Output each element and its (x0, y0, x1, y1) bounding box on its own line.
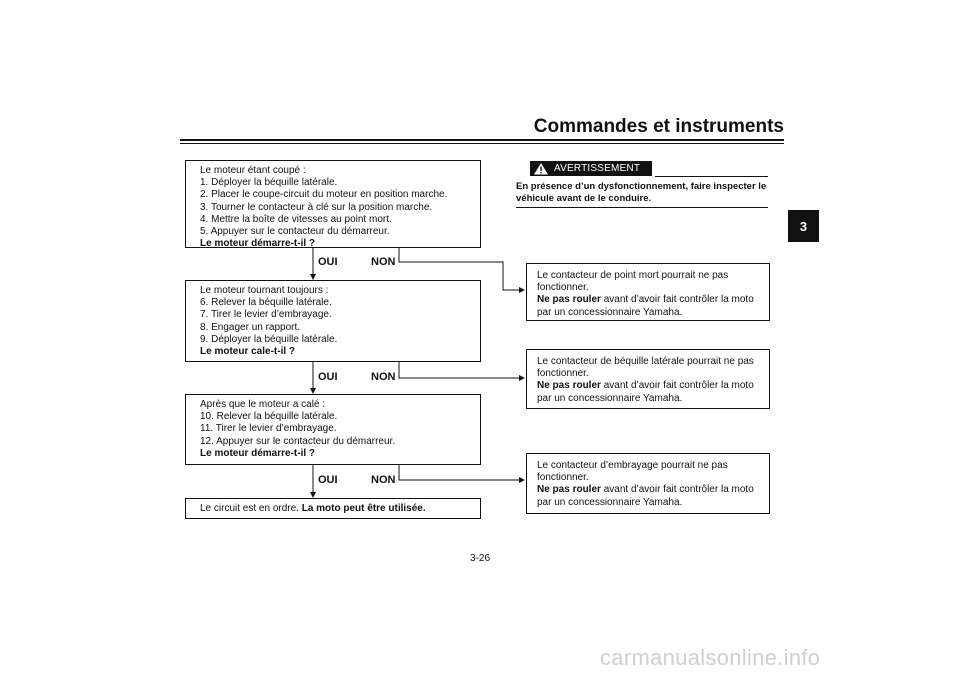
result-line: Le contacteur de béquille latérale pourrait ne pas fonctionner. (537, 356, 754, 380)
oui-label: OUI (318, 256, 338, 268)
result-rest: avant d’avoir fait contrôler la moto par un concessionnaire Yamaha. (537, 380, 754, 404)
result-bold: Ne pas rouler (537, 294, 601, 306)
step-line: 8. Engager un rapport. (200, 321, 301, 333)
result-ok-bold: La moto peut être utilisée. (301, 503, 426, 514)
non-label: NON (371, 474, 396, 486)
step-line: 6. Relever la béquille latérale. (200, 297, 332, 309)
warning-rule-bottom (516, 207, 768, 208)
step-line: 3. Tourner le contacteur à clé sur la position marche. (200, 201, 433, 213)
result-bold: Ne pas rouler (537, 380, 601, 392)
non-label: NON (371, 371, 396, 383)
step-question: Le moteur démarre-t-il ? (200, 447, 316, 459)
flow-box-step-3 (185, 394, 481, 465)
result-box-clutch-switch (526, 453, 770, 514)
flow-box-step-2 (185, 280, 481, 362)
step-line: Le moteur tournant toujours : (200, 285, 329, 296)
step-line: Après que le moteur a calé : (200, 399, 326, 410)
step-question: Le moteur cale-t-il ? (200, 346, 296, 358)
warning-badge (530, 161, 652, 176)
non-connector-3 (399, 465, 524, 480)
result-rest: avant d’avoir fait contrôler la moto par un concessionnaire Yamaha. (537, 294, 754, 318)
step-line: 1. Déployer la béquille latérale. (200, 177, 338, 189)
warning-rule-top (655, 176, 768, 177)
step-line: Le moteur étant coupé : (200, 165, 306, 176)
flow-box-step-1 (185, 160, 481, 248)
result-box-sidestand-switch (526, 349, 770, 409)
watermark-text: carmanualsonline.info (600, 645, 821, 670)
page-number: 3-26 (469, 553, 490, 564)
result-box-neutral-switch (526, 263, 770, 321)
step-line: 10. Relever la béquille latérale. (200, 411, 338, 423)
step-line: 5. Appuyer sur le contacteur du démarreur. (200, 226, 390, 238)
oui-label: OUI (318, 371, 338, 383)
chapter-tab[interactable]: 3 (788, 210, 819, 242)
step-question: Le moteur démarre-t-il ? (200, 238, 316, 250)
page-title: Commandes et instruments (533, 116, 784, 137)
step-line: 4. Mettre la boîte de vitesses au point mort. (200, 213, 392, 225)
result-line: Le contacteur d’embrayage pourrait ne pas fonctionner. (537, 460, 728, 484)
result-bold: Ne pas rouler (537, 484, 601, 496)
step-line: 12. Appuyer sur le contacteur du démarreur. (200, 435, 396, 447)
flow-box-result-ok (185, 498, 481, 519)
oui-label: OUI (318, 474, 338, 486)
step-line: 7. Tirer le levier d’embrayage. (200, 309, 332, 321)
warning-label: AVERTISSEMENT (554, 163, 641, 174)
non-label: NON (371, 256, 396, 268)
step-line: 11. Tirer le levier d’embrayage. (200, 423, 337, 435)
warning-text: En présence d’un dysfonctionnement, faire inspecter le véhicule avant de le conduire. (516, 181, 767, 204)
non-connector-2 (399, 362, 524, 378)
warning-triangle-icon (530, 161, 552, 176)
result-ok-text: Le circuit est en ordre. (200, 503, 302, 514)
step-line: 9. Déployer la béquille latérale. (200, 333, 338, 345)
result-rest: avant d’avoir fait contrôler la moto par un concessionnaire Yamaha. (537, 484, 754, 508)
step-line: 2. Placer le coupe-circuit du moteur en position marche. (200, 189, 448, 201)
result-line: Le contacteur de point mort pourrait ne pas fonctionner. (537, 270, 729, 294)
